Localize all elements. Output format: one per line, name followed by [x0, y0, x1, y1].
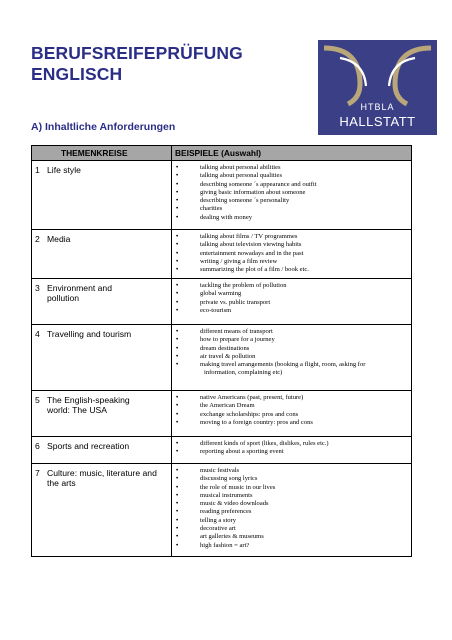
example-text: dealing with money: [200, 213, 253, 221]
table-row: [32, 391, 412, 437]
theme-title: Media: [47, 234, 71, 244]
bullet-icon: •: [176, 290, 179, 298]
theme-number: 1: [35, 165, 40, 175]
examples-cell: [172, 464, 412, 557]
example-item: [176, 419, 409, 427]
example-text: exchange scholarships: pros and cons: [200, 410, 299, 418]
bullet-icon: •: [176, 306, 179, 314]
example-text: different means of transport: [200, 328, 273, 335]
theme-title: Culture: music, literature and the arts: [47, 468, 157, 489]
example-text: air travel & pollution: [200, 352, 256, 360]
bullet-icon: •: [176, 483, 179, 491]
example-text: describing someone ´s appearance and outfit: [200, 180, 317, 188]
example-text: high fashion = art?: [200, 541, 250, 549]
example-text: native Americans (past, present, future): [200, 394, 304, 401]
bullet-icon: •: [176, 418, 179, 426]
table-row: [32, 279, 412, 325]
bullet-icon: •: [176, 402, 179, 410]
theme-cell: [32, 437, 172, 464]
bullet-icon: •: [176, 266, 179, 274]
theme-title: Sports and recreation: [47, 441, 130, 451]
example-item: [176, 440, 409, 448]
example-item: [176, 448, 409, 456]
theme-cell: [32, 391, 172, 437]
bullet-icon: •: [176, 172, 179, 180]
bullet-icon: •: [176, 491, 179, 499]
example-text: making travel arrangements (booking a flight, room, asking for: [200, 361, 366, 369]
school-logo: [318, 40, 437, 135]
examples-cell: [172, 279, 412, 325]
bullet-icon: •: [176, 541, 179, 549]
bullet-icon: •: [176, 508, 179, 516]
table-row: [32, 464, 412, 557]
examples-cell: [172, 391, 412, 437]
example-text: tackling the problem of pollution: [200, 282, 287, 289]
table-row: [32, 437, 412, 464]
example-item: [176, 533, 409, 541]
theme-number: 4: [35, 329, 40, 339]
example-text: talking about personal qualities: [200, 172, 282, 180]
bullet-icon: •: [176, 257, 179, 265]
bullet-icon: •: [176, 440, 179, 447]
requirements-table: [31, 145, 412, 557]
example-text: eco-tourism: [200, 306, 232, 314]
theme-cell: [32, 325, 172, 391]
theme-number: 5: [35, 395, 40, 405]
theme-number: 3: [35, 283, 40, 293]
example-text: different kinds of sport (likes, dislikes, rules etc.): [200, 440, 329, 447]
bullet-icon: •: [176, 188, 179, 196]
example-text: information, complaining etc): [204, 369, 283, 377]
example-item: [176, 467, 409, 475]
bullet-icon: •: [176, 344, 179, 352]
bullet-icon: •: [176, 475, 179, 483]
example-text: talking about television viewing habits: [200, 241, 302, 249]
theme-title: Environment and pollution: [47, 283, 112, 304]
example-text: discussing song lyrics: [200, 475, 258, 483]
example-item: [176, 205, 409, 213]
theme-title: The English-speaking world: The USA: [47, 395, 130, 416]
examples-cell: [172, 325, 412, 391]
example-item: [176, 164, 409, 172]
example-text: private vs. public transport: [200, 298, 271, 306]
bullet-icon: •: [176, 298, 179, 306]
examples-list: [176, 164, 409, 222]
example-text: describing someone ´s personality: [200, 197, 290, 205]
column-header-themes-label: THEMENKREISE: [61, 148, 128, 158]
example-item: [176, 307, 409, 315]
example-text: global warming: [200, 290, 242, 298]
example-text: entertainment nowadays and in the past: [200, 249, 304, 257]
example-item: [176, 484, 409, 492]
example-item: [176, 361, 409, 369]
bullet-icon: •: [176, 233, 179, 240]
example-text: moving to a foreign country: pros and cons: [200, 418, 313, 426]
example-text: charities: [200, 205, 223, 213]
table-row: [32, 325, 412, 391]
example-item: [176, 525, 409, 533]
examples-list: [176, 282, 409, 315]
bullet-icon: •: [176, 336, 179, 344]
example-text: reporting about a sporting event: [200, 448, 284, 456]
example-item: [176, 542, 409, 550]
example-item: [176, 475, 409, 483]
example-item: [176, 500, 409, 508]
example-item: [176, 492, 409, 500]
examples-list: [176, 440, 409, 457]
example-item: [176, 411, 409, 419]
example-text: writing / giving a film review: [200, 257, 278, 265]
bullet-icon: •: [176, 500, 179, 508]
bullet-icon: •: [176, 394, 179, 401]
table-row: [32, 161, 412, 230]
example-item: [176, 299, 409, 307]
example-text: decorative art: [200, 525, 236, 533]
theme-cell: [32, 230, 172, 279]
example-text: summarizing the plot of a film / book etc.: [200, 266, 309, 274]
theme-cell: [32, 161, 172, 230]
example-text: talking about films / TV programmes: [200, 233, 298, 240]
bullet-icon: •: [176, 197, 179, 205]
example-text: music & video downloads: [200, 500, 269, 508]
example-item: [176, 508, 409, 516]
logo-text-line1: HTBLA: [360, 102, 395, 112]
bullet-icon: •: [176, 249, 179, 257]
bullet-icon: •: [176, 241, 179, 249]
bullet-icon: •: [176, 328, 179, 335]
example-item: [176, 336, 409, 344]
bullet-icon: •: [176, 213, 179, 221]
example-text: telling a story: [200, 516, 237, 524]
example-item: [176, 290, 409, 298]
example-item: [176, 328, 409, 336]
section-heading: A) Inhaltliche Anforderungen: [31, 121, 176, 133]
example-item: [176, 233, 409, 241]
example-item: [176, 172, 409, 180]
theme-number: 2: [35, 234, 40, 244]
bullet-icon: •: [176, 282, 179, 289]
example-item: [176, 250, 409, 258]
example-item: [176, 345, 409, 353]
bullet-icon: •: [176, 164, 179, 171]
example-item: [176, 197, 409, 205]
example-text: the role of music in our lives: [200, 483, 276, 491]
document-title: [31, 43, 243, 85]
example-text: dream destinations: [200, 344, 250, 352]
title-line-2: ENGLISCH: [31, 64, 123, 84]
theme-cell: [32, 464, 172, 557]
examples-cell: [172, 437, 412, 464]
examples-cell: [172, 230, 412, 279]
example-text: art galleries & museums: [200, 533, 264, 541]
logo-text-line2: HALLSTATT: [339, 114, 416, 129]
example-text: talking about personal abilities: [200, 164, 281, 171]
example-text: reading preferences: [200, 508, 252, 516]
example-item: [176, 181, 409, 189]
examples-list: [176, 328, 409, 378]
example-text: giving basic information about someone: [200, 188, 306, 196]
bullet-icon: •: [176, 361, 179, 369]
examples-list: [176, 467, 409, 550]
example-item: [176, 266, 409, 274]
bullet-icon: •: [176, 352, 179, 360]
theme-number: 7: [35, 468, 40, 478]
example-text: how to prepare for a journey: [200, 336, 275, 344]
table-header-row: [32, 146, 412, 161]
theme-cell: [32, 279, 172, 325]
example-item: [176, 214, 409, 222]
table-body: [32, 161, 412, 557]
table-row: [32, 230, 412, 279]
example-item: [176, 402, 409, 410]
example-item: [176, 241, 409, 249]
example-item: [176, 394, 409, 402]
bullet-icon: •: [176, 533, 179, 541]
example-item: [176, 369, 409, 377]
column-header-themes: [32, 146, 172, 161]
bullet-icon: •: [176, 180, 179, 188]
example-text: music festivals: [200, 467, 240, 474]
example-text: musical instruments: [200, 491, 253, 499]
example-item: [176, 353, 409, 361]
title-line-1: BERUFSREIFEPRÜFUNG: [31, 43, 243, 63]
examples-list: [176, 394, 409, 427]
theme-number: 6: [35, 441, 40, 451]
example-text: the American Dream: [200, 402, 255, 410]
example-item: [176, 282, 409, 290]
theme-title: Life style: [47, 165, 81, 175]
bullet-icon: •: [176, 467, 179, 474]
bullet-icon: •: [176, 448, 179, 456]
examples-cell: [172, 161, 412, 230]
bullet-icon: •: [176, 525, 179, 533]
bullet-icon: •: [176, 516, 179, 524]
theme-title: Travelling and tourism: [47, 329, 132, 339]
example-item: [176, 258, 409, 266]
bullet-icon: •: [176, 205, 179, 213]
column-header-examples: BEISPIELE (Auswahl): [172, 146, 412, 161]
example-item: [176, 189, 409, 197]
example-item: [176, 517, 409, 525]
bullet-icon: •: [176, 410, 179, 418]
examples-list: [176, 233, 409, 274]
